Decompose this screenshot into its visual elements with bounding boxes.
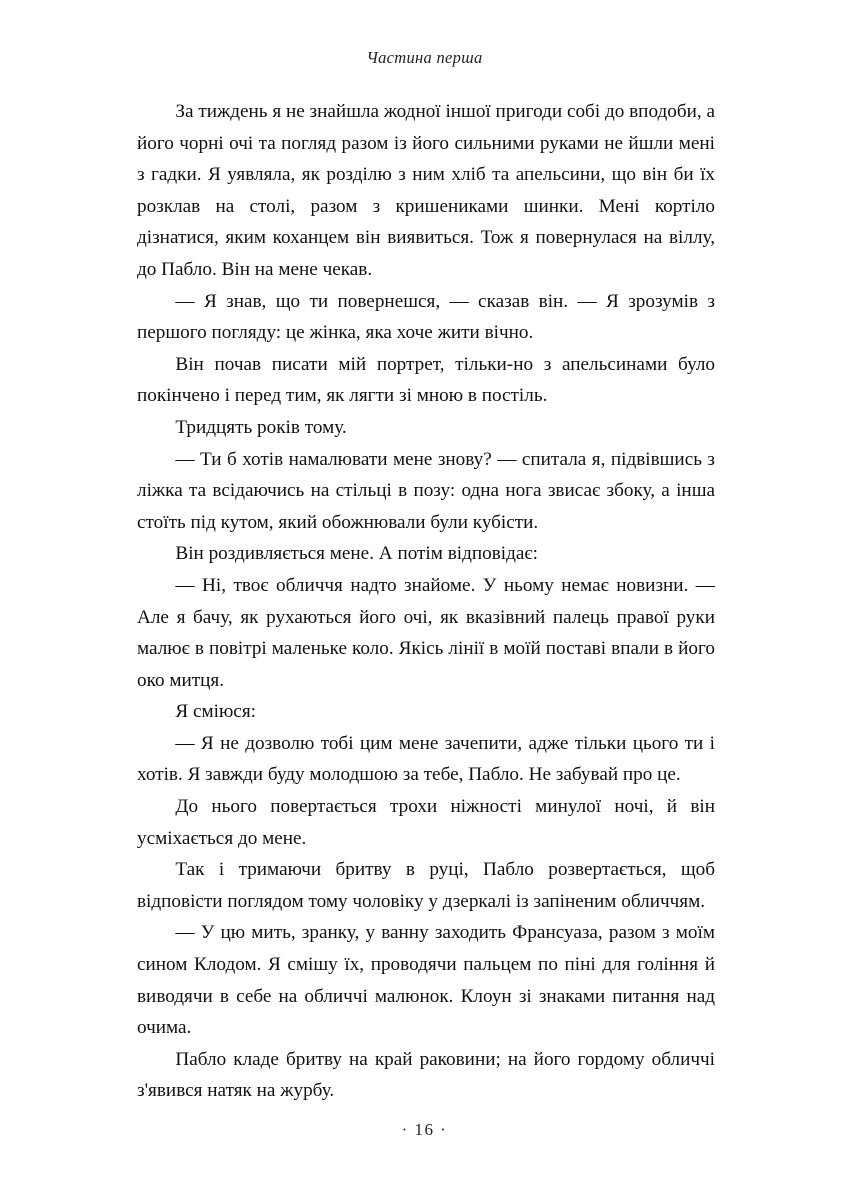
running-head: Частина перша xyxy=(366,48,483,67)
paragraph: — Ти б хотів намалювати мене знову? — спитала я, підвівшись з ліжка та всідаючись на стільці в позу: одна нога звисає збоку, а інша стоїть під кутом, який обожнювали були кубісти. xyxy=(137,448,715,533)
paragraph: Я сміюся: xyxy=(175,701,256,723)
paragraph: Так і тримаючи бритву в руці, Пабло розвертається, щоб відповісти поглядом тому чоловіку у дзеркалі із запіненим обличчям. xyxy=(137,859,715,912)
body-text xyxy=(137,96,715,1107)
paragraph: Пабло кладе бритву на край раковини; на його гордому обличчі з'явився натяк на журбу. xyxy=(137,1048,715,1102)
paragraph: Він почав писати мій портрет, тільки-но з апельсинами було покінчено і перед тим, як лягти зі мною в постіль. xyxy=(137,353,715,407)
paragraph: Тридцять років тому. xyxy=(175,416,347,438)
paragraph: — Ні, твоє обличчя надто знайоме. У ньому немає новизни. — Але я бачу, як рухаються його очі, як вказівний палець правої руки малює в повітрі маленьке коло. Якісь лінії в моїй поставі впали в його око митця. xyxy=(137,574,715,691)
paragraph: — Я знав, що ти повернешся, — сказав він. — Я зрозумів з першого погляду: це жінка, яка хоче жити вічно. xyxy=(137,290,715,344)
paragraph: За тиждень я не знайшла жодної іншої пригоди собі до вподоби, а його чорні очі та погляд разом із його сильними руками не йшли мені з гадки. Я уявляла, як розділю з ним хліб та апельсини, що він би їх розклав на столі, разом з кришениками шинки. Мені кортіло дізнатися, яким коханцем він виявиться. Тож я повернулася на віллу, до Пабло. Він на мене чекав. xyxy=(137,101,715,280)
paragraph: До нього повертається трохи ніжності минулої ночі, й він усміхається до мене. xyxy=(137,796,715,849)
paragraph: — Я не дозволю тобі цим мене зачепити, адже тільки цього ти і хотів. Я завжди буду молодшою за тебе, Пабло. Не забувай про це. xyxy=(137,732,715,786)
paragraph: — У цю мить, зранку, у ванну заходить Франсуаза, разом з моїм сином Клодом. Я смішу їх, проводячи пальцем по піні для гоління й виводячи в себе на обличчі малюнок. Клоун зі знаками питання над очима. xyxy=(137,922,715,1039)
page-number: · 16 · xyxy=(401,1120,448,1139)
paragraph: Він роздивляється мене. А потім відповідає: xyxy=(175,543,538,565)
